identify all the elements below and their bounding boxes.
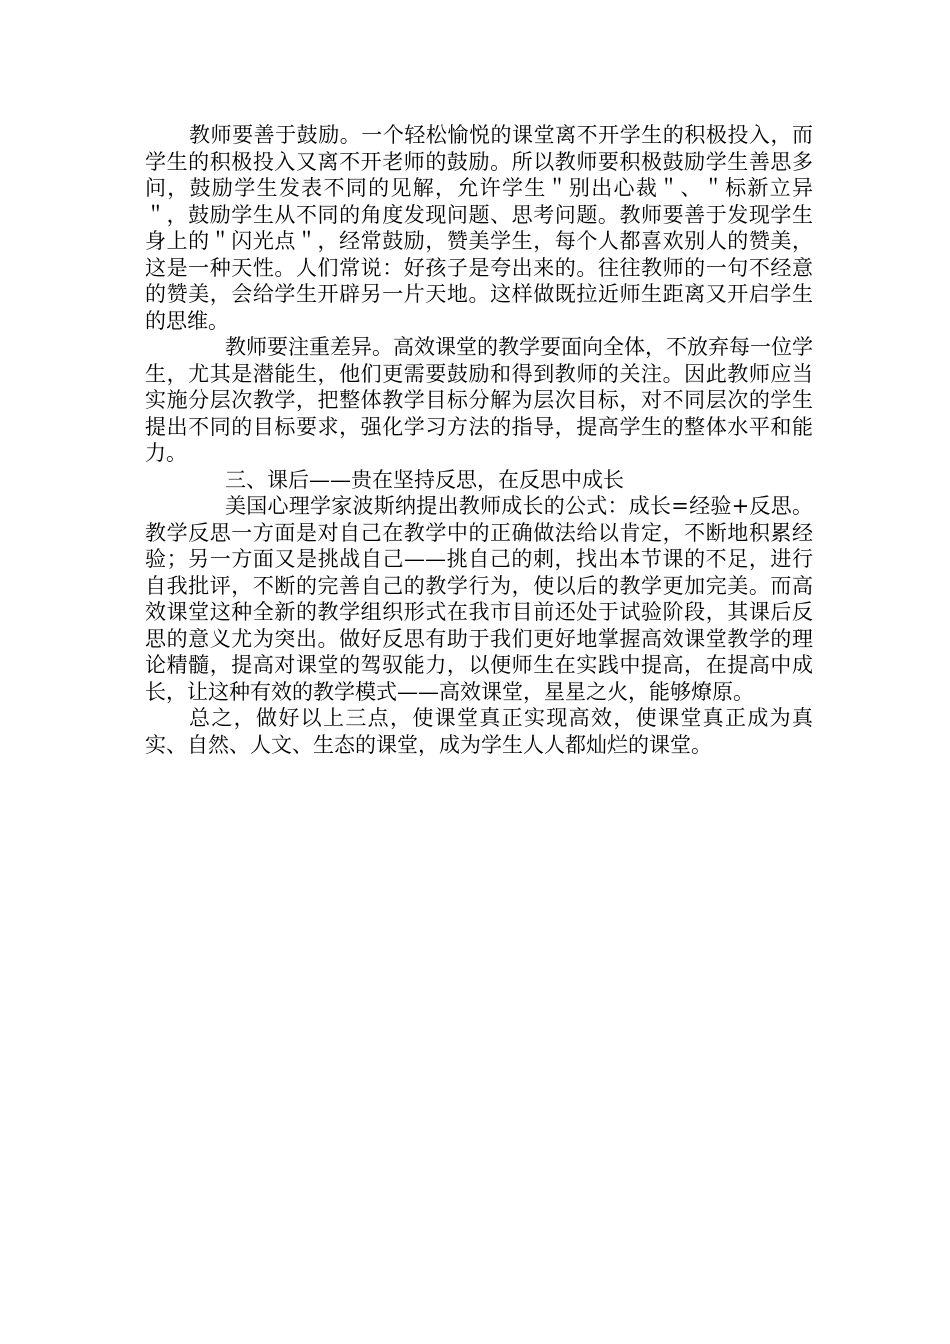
section-heading-after-class: 三、课后——贵在坚持反思，在反思中成长 <box>225 467 624 492</box>
paragraph-reflection: 美国心理学家波斯纳提出教师成长的公式：成长=经验+反思。教学反思一方面是对自己在教学中的正确做法给以肯定，不断地积累经验；另一方面又是挑战自己——挑自己的刺，找出本节课的不足，进行自我批评，不断的完善自己的教学行为，使以后的教学更加完美。而高效课堂这种全新的教学组织形式在我市目前还处于试验阶段，其课后反思的意义尤为突出。做好反思有助于我们更好地掌握高效课堂教学的理论精髓，提高对课堂的驾驭能力，以便师生在实践中提高，在提高中成长，让这种有效的教学模式——高效课堂，星星之火，能够燎原。 <box>145 494 813 704</box>
paragraph-encouragement: 教师要善于鼓励。一个轻松愉悦的课堂离不开学生的积极投入，而学生的积极投入又离不开老师的鼓励。所以教师要积极鼓励学生善思多问，鼓励学生发表不同的见解，允许学生＂别出心裁＂、＂标新立异＂，鼓励学生从不同的角度发现问题、思考问题。教师要善于发现学生身上的＂闪光点＂，经常鼓励，赞美学生，每个人都喜欢别人的赞美，这是一种天性。人们常说：好孩子是夸出来的。往往教师的一句不经意的赞美，会给学生开辟另一片天地。这样做既拉近师生距离又开启学生的思维。 <box>145 123 813 333</box>
paragraph-conclusion: 总之，做好以上三点，使课堂真正实现高效，使课堂真正成为真实、自然、人文、生态的课堂，成为学生人人都灿烂的课堂。 <box>145 706 813 757</box>
paragraph-differences: 教师要注重差异。高效课堂的教学要面向全体，不放弃每一位学生，尤其是潜能生，他们更需要鼓励和得到教师的关注。因此教师应当实施分层次教学，把整体教学目标分解为层次目标，对不同层次的学生提出不同的目标要求，强化学习方法的指导，提高学生的整体水平和能力。 <box>145 335 813 465</box>
document-body <box>145 122 813 758</box>
